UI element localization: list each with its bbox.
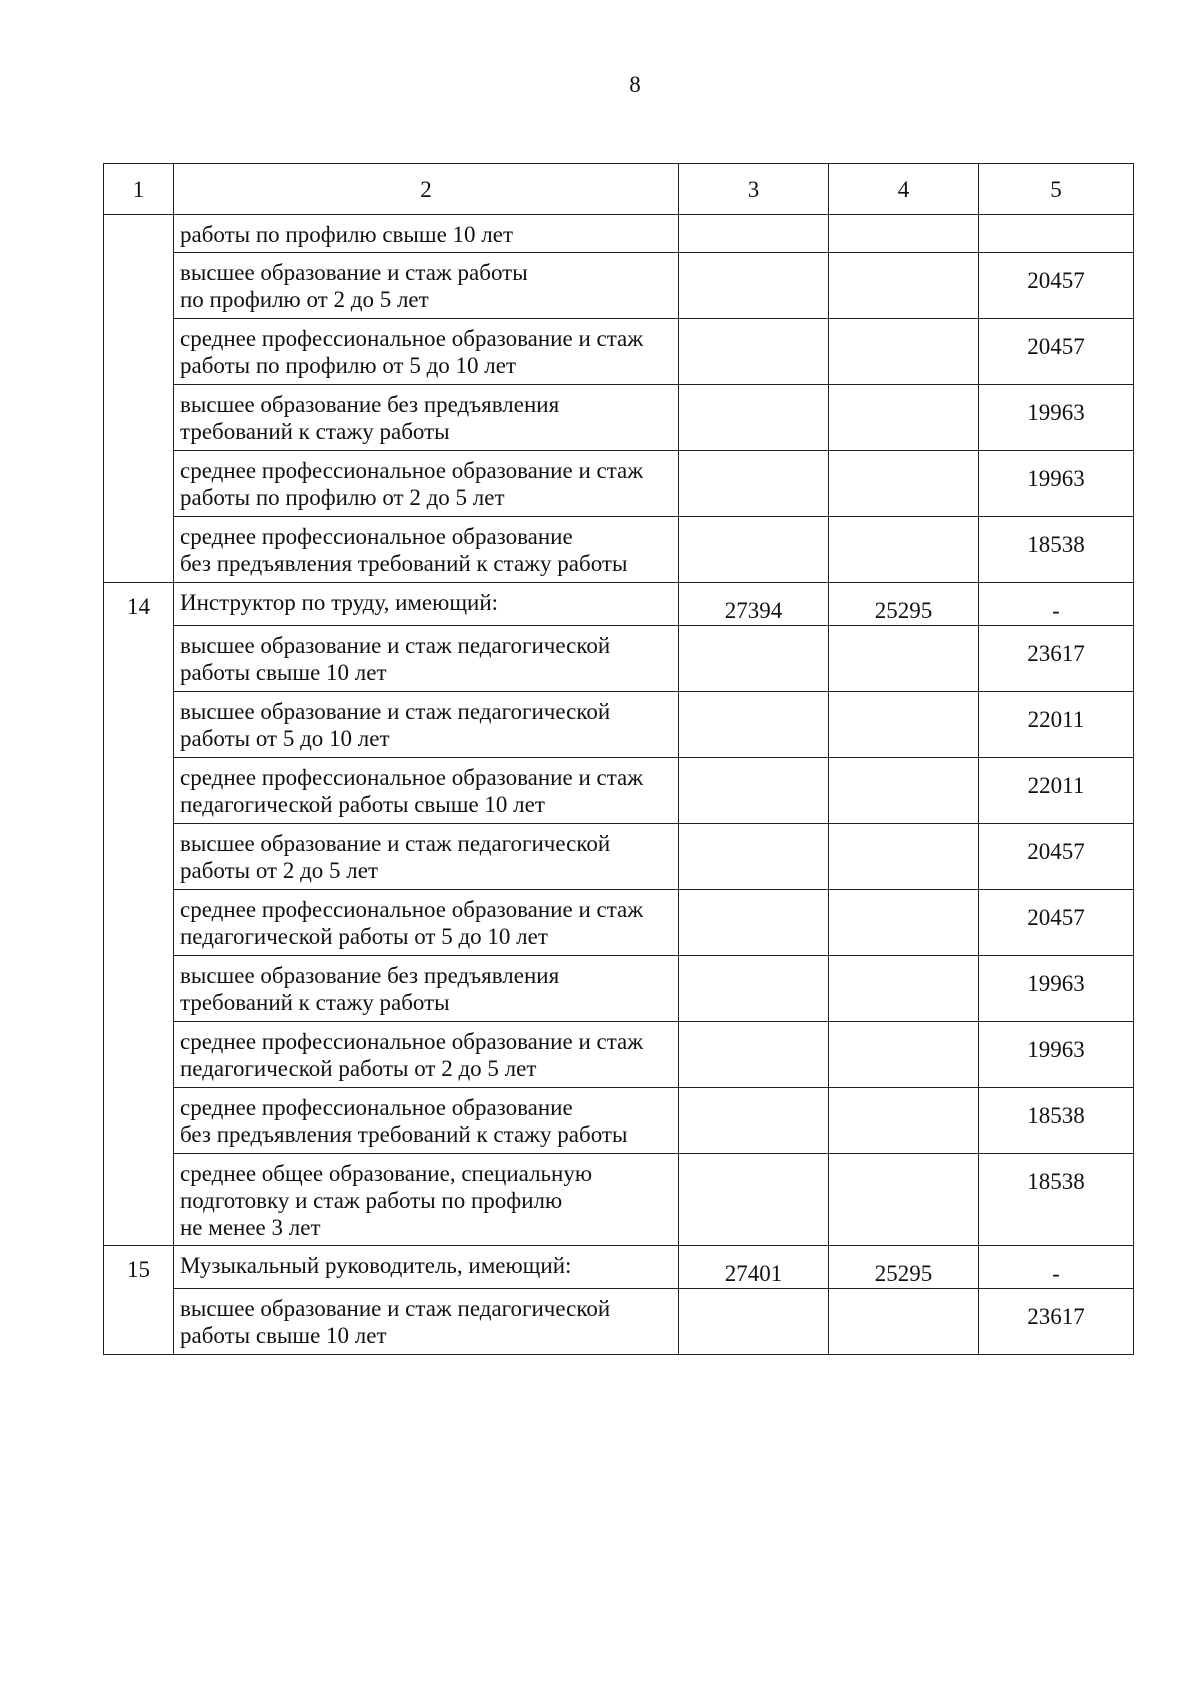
value-cell-5: 19963 (979, 451, 1134, 517)
description-cell: среднее профессиональное образование без предъявления требований к стажу работы (174, 1088, 679, 1154)
value-cell-3 (679, 451, 829, 517)
description-cell: среднее общее образование, специальную подготовку и стаж работы по профилю не менее 3 лет (174, 1154, 679, 1246)
table-row (104, 1154, 1134, 1246)
value-cell-3 (679, 758, 829, 824)
table-row (104, 1289, 1134, 1355)
value-cell-3: 27394 (679, 583, 829, 626)
description-cell: среднее профессиональное образование и стаж педагогической работы от 5 до 10 лет (174, 890, 679, 956)
table-row (104, 692, 1134, 758)
value-cell-3 (679, 319, 829, 385)
value-cell-5: 22011 (979, 692, 1134, 758)
value-cell-4 (829, 692, 979, 758)
value-cell-3 (679, 517, 829, 583)
value-cell-4 (829, 1022, 979, 1088)
value-cell-4 (829, 890, 979, 956)
row-number-cell: 15 (104, 1246, 174, 1355)
table-row (104, 824, 1134, 890)
description-cell: высшее образование без предъявления требований к стажу работы (174, 385, 679, 451)
value-cell-5 (979, 215, 1134, 253)
value-cell-4 (829, 1289, 979, 1355)
description-cell: высшее образование без предъявления требований к стажу работы (174, 956, 679, 1022)
value-cell-5: 20457 (979, 890, 1134, 956)
table-row (104, 517, 1134, 583)
description-cell: высшее образование и стаж работы по профилю от 2 до 5 лет (174, 253, 679, 319)
value-cell-3 (679, 385, 829, 451)
table-row (104, 319, 1134, 385)
description-cell: Инструктор по труду, имеющий: (174, 583, 679, 626)
value-cell-4 (829, 1088, 979, 1154)
table-row (104, 956, 1134, 1022)
salary-table (103, 163, 1134, 1355)
value-cell-5: 23617 (979, 626, 1134, 692)
description-cell: среднее профессиональное образование и стаж педагогической работы свыше 10 лет (174, 758, 679, 824)
value-cell-3 (679, 824, 829, 890)
description-cell: высшее образование и стаж педагогической работы от 2 до 5 лет (174, 824, 679, 890)
value-cell-5: 20457 (979, 253, 1134, 319)
value-cell-4 (829, 451, 979, 517)
row-number-cell: 14 (104, 583, 174, 1246)
table-row (104, 1088, 1134, 1154)
table-row (104, 451, 1134, 517)
header-cell-5: 5 (979, 164, 1134, 215)
table-row (104, 215, 1134, 253)
value-cell-5: 20457 (979, 319, 1134, 385)
value-cell-4 (829, 956, 979, 1022)
value-cell-3 (679, 1289, 829, 1355)
value-cell-4: 25295 (829, 583, 979, 626)
value-cell-5: 22011 (979, 758, 1134, 824)
value-cell-5: 18538 (979, 517, 1134, 583)
description-cell: Музыкальный руководитель, имеющий: (174, 1246, 679, 1289)
description-cell: среднее профессиональное образование и стаж педагогической работы от 2 до 5 лет (174, 1022, 679, 1088)
value-cell-4 (829, 215, 979, 253)
value-cell-4 (829, 385, 979, 451)
value-cell-5: 20457 (979, 824, 1134, 890)
value-cell-4 (829, 319, 979, 385)
value-cell-4 (829, 253, 979, 319)
value-cell-4 (829, 1154, 979, 1246)
value-cell-5: 23617 (979, 1289, 1134, 1355)
page-number: 8 (629, 72, 641, 97)
table-header-row (104, 164, 1134, 215)
table-row (104, 890, 1134, 956)
description-cell: среднее профессиональное образование без предъявления требований к стажу работы (174, 517, 679, 583)
description-cell: работы по профилю свыше 10 лет (174, 215, 679, 253)
value-cell-3: 27401 (679, 1246, 829, 1289)
value-cell-5: 19963 (979, 385, 1134, 451)
description-cell: среднее профессиональное образование и стаж работы по профилю от 2 до 5 лет (174, 451, 679, 517)
value-cell-3 (679, 890, 829, 956)
value-cell-3 (679, 692, 829, 758)
table-row (104, 583, 1134, 626)
table-row (104, 1246, 1134, 1289)
value-cell-3 (679, 1088, 829, 1154)
value-cell-5: - (979, 1246, 1134, 1289)
description-cell: среднее профессиональное образование и стаж работы по профилю от 5 до 10 лет (174, 319, 679, 385)
value-cell-4 (829, 517, 979, 583)
table-row (104, 1022, 1134, 1088)
value-cell-4 (829, 626, 979, 692)
header-cell-3: 3 (679, 164, 829, 215)
header-cell-4: 4 (829, 164, 979, 215)
table-row (104, 758, 1134, 824)
value-cell-4 (829, 824, 979, 890)
value-cell-5: 19963 (979, 956, 1134, 1022)
description-cell: высшее образование и стаж педагогической работы свыше 10 лет (174, 626, 679, 692)
header-cell-1: 1 (104, 164, 174, 215)
value-cell-5: 18538 (979, 1088, 1134, 1154)
value-cell-3 (679, 1154, 829, 1246)
value-cell-5: - (979, 583, 1134, 626)
table-row (104, 385, 1134, 451)
value-cell-4: 25295 (829, 1246, 979, 1289)
value-cell-5: 19963 (979, 1022, 1134, 1088)
value-cell-5: 18538 (979, 1154, 1134, 1246)
value-cell-3 (679, 956, 829, 1022)
value-cell-3 (679, 253, 829, 319)
table-row (104, 253, 1134, 319)
value-cell-3 (679, 626, 829, 692)
description-cell: высшее образование и стаж педагогической работы свыше 10 лет (174, 1289, 679, 1355)
value-cell-3 (679, 1022, 829, 1088)
description-cell: высшее образование и стаж педагогической работы от 5 до 10 лет (174, 692, 679, 758)
header-cell-2: 2 (174, 164, 679, 215)
row-number-cell (104, 215, 174, 583)
value-cell-4 (829, 758, 979, 824)
value-cell-3 (679, 215, 829, 253)
table-row (104, 626, 1134, 692)
